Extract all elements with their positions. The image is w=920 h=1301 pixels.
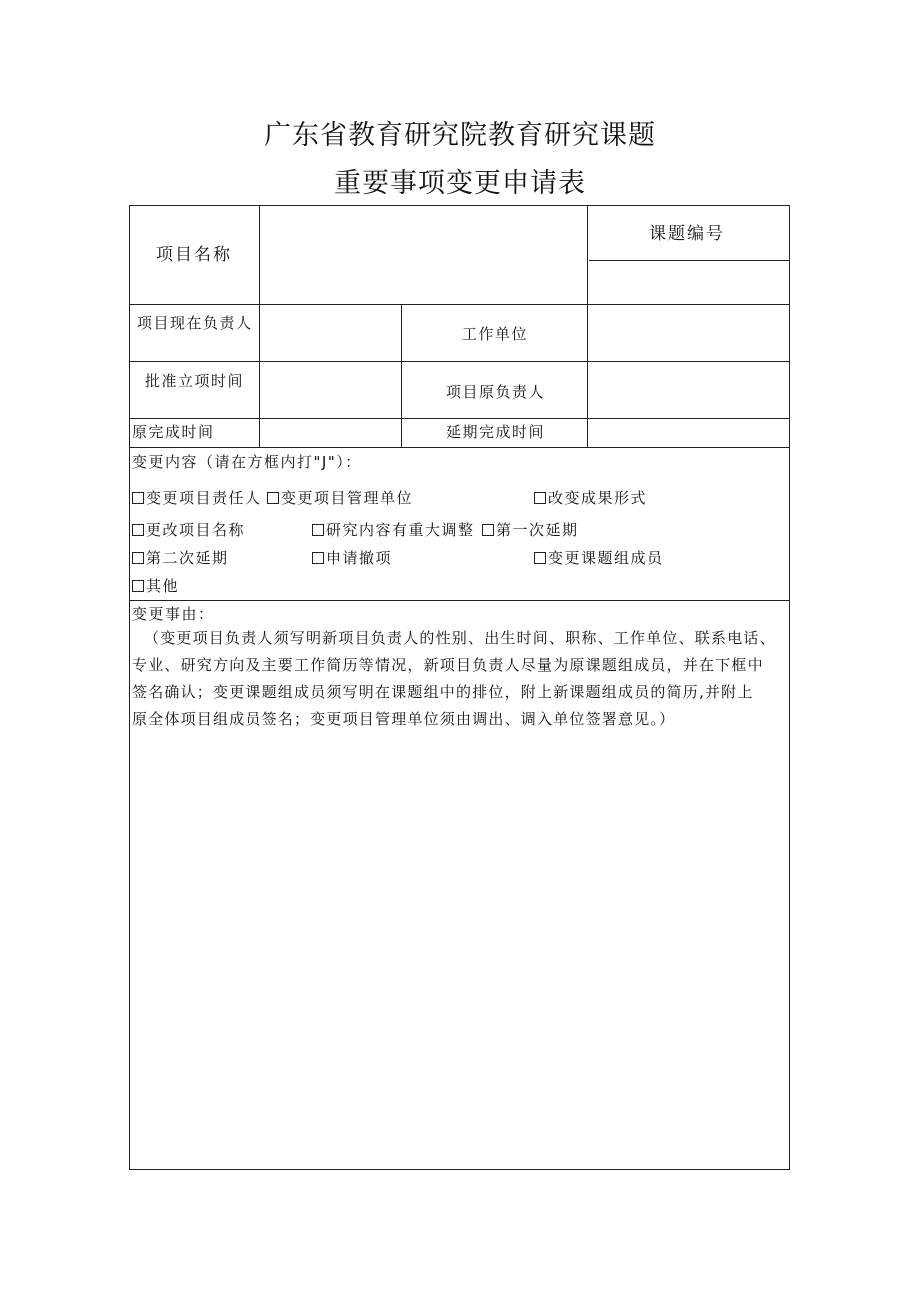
work-unit-label: 工作单位 <box>462 325 529 343</box>
option-apply-withdrawal[interactable]: 申请撤项 <box>312 549 392 567</box>
checkbox[interactable] <box>534 552 546 564</box>
change-request-form <box>129 205 790 1170</box>
original-completion-label: 原完成时间 <box>132 423 215 441</box>
extended-completion-label: 延期完成时间 <box>446 423 546 441</box>
checkbox[interactable] <box>132 492 144 504</box>
reason-note-line: 专业、研究方向及主要工作简历等情况，新项目负责人尽量为原课题组成员，并在下框中 <box>132 656 764 674</box>
checkbox[interactable] <box>534 492 546 504</box>
form-title: 广东省教育研究院教育研究课题 <box>264 120 656 151</box>
checkbox[interactable] <box>132 524 144 536</box>
grid-line <box>130 600 789 601</box>
option-change-team-members[interactable]: 变更课题组成员 <box>534 549 664 567</box>
grid-line <box>587 206 588 447</box>
reason-note-line: （变更项目负责人须写明新项目负责人的性别、出生时间、职称、工作单位、联系电话、 <box>144 629 776 647</box>
option-major-content-adjustment[interactable]: 研究内容有重大调整 <box>312 521 475 539</box>
option-change-project-name[interactable]: 更改项目名称 <box>132 521 245 539</box>
option-first-extension[interactable]: 第一次延期 <box>482 521 579 539</box>
checkbox[interactable] <box>312 552 324 564</box>
form-subtitle: 重要事项变更申请表 <box>334 168 586 199</box>
project-name-label: 项目名称 <box>156 245 232 265</box>
option-second-extension[interactable]: 第二次延期 <box>132 549 229 567</box>
checkbox[interactable] <box>267 492 279 504</box>
grid-line <box>130 447 789 448</box>
checkbox[interactable] <box>132 552 144 564</box>
checkbox[interactable] <box>312 524 324 536</box>
grid-line <box>130 418 789 419</box>
grid-line <box>401 304 402 447</box>
reason-label: 变更事由： <box>132 605 215 623</box>
grid-line <box>589 260 789 261</box>
reason-text-area[interactable] <box>131 736 788 1161</box>
option-change-leader[interactable]: 变更项目责任人 <box>132 489 262 507</box>
checkbox[interactable] <box>482 524 494 536</box>
option-change-output-form[interactable]: 改变成果形式 <box>534 489 647 507</box>
reason-note-line: 原全体项目组成员签名；变更项目管理单位须由调出、调入单位签署意见。） <box>132 710 676 728</box>
approval-date-label: 批准立项时间 <box>145 372 245 390</box>
checkbox[interactable] <box>132 580 144 592</box>
option-change-management-unit[interactable]: 变更项目管理单位 <box>267 489 413 507</box>
option-other[interactable]: 其他 <box>132 577 179 595</box>
grid-line <box>259 206 260 447</box>
original-leader-label: 项目原负责人 <box>446 383 546 401</box>
current-leader-label: 项目现在负责人 <box>137 314 253 332</box>
grid-line <box>130 304 789 305</box>
project-number-label: 课题编号 <box>649 224 725 244</box>
grid-line <box>130 361 789 362</box>
change-content-label: 变更内容（请在方框内打"J"）： <box>132 453 362 471</box>
reason-note-line: 签名确认；变更课题组成员须写明在课题组中的排位，附上新课题组成员的简历,并附上 <box>132 683 754 701</box>
